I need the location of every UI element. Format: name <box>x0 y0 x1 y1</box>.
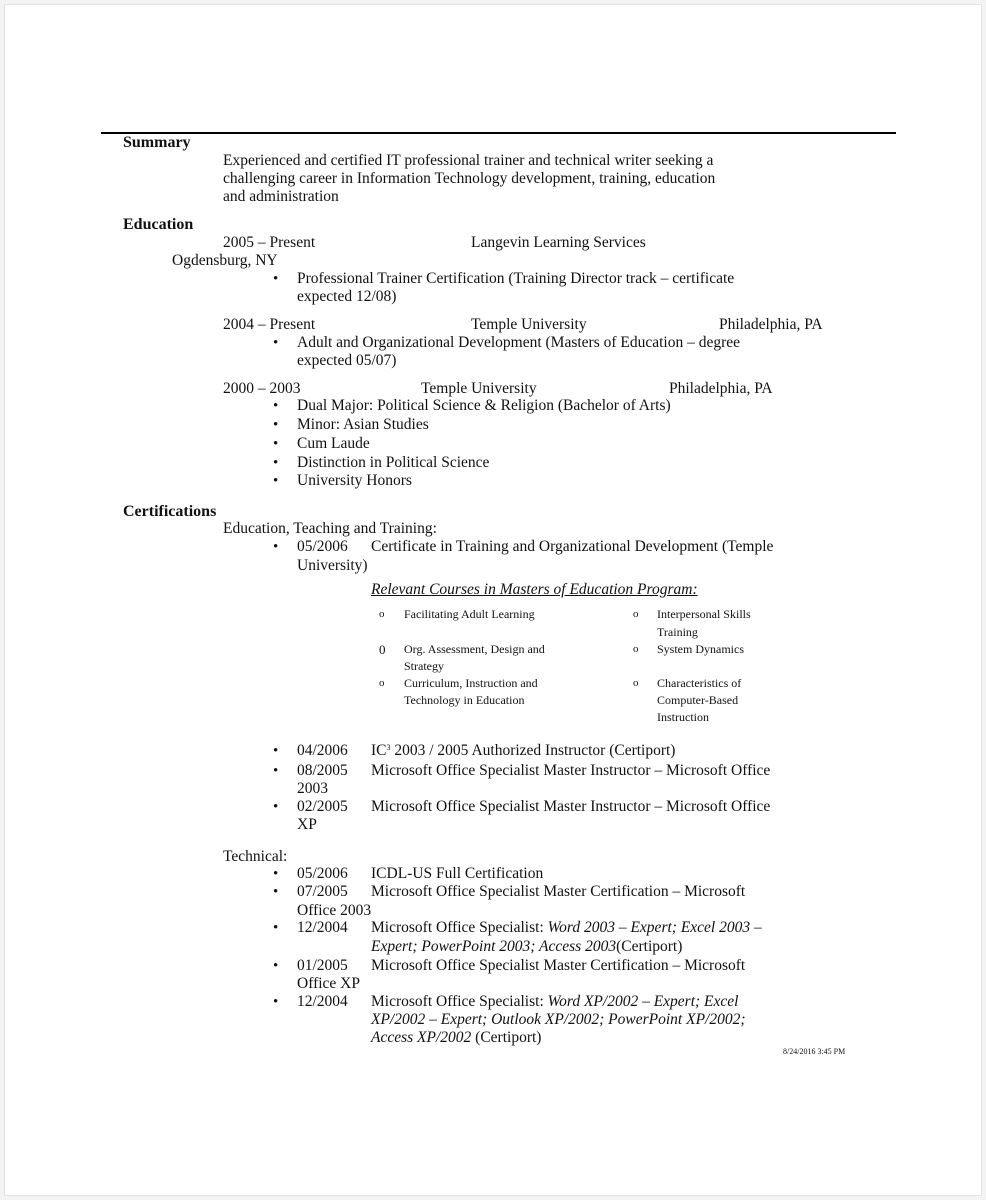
circle-bullet-icon: o <box>379 608 385 620</box>
bullet-icon: • <box>273 866 279 882</box>
course-item: Technology in Education <box>404 693 525 707</box>
bullet-icon: • <box>273 799 279 815</box>
summary-heading: Summary <box>123 134 191 151</box>
cert-date: 05/2006 <box>297 538 348 555</box>
cert-text-part: Microsoft Office Specialist: <box>371 993 548 1010</box>
cert-text-part: Access XP/2002 <box>371 1029 472 1046</box>
cert-text: 2003 <box>297 780 328 797</box>
edu-school: Langevin Learning Services <box>471 234 646 251</box>
course-item: Strategy <box>404 659 444 673</box>
cert-text <box>371 742 675 760</box>
edu-location: Ogdensburg, NY <box>172 252 278 269</box>
edu-bullet: Minor: Asian Studies <box>297 416 429 433</box>
header-rule <box>101 132 896 134</box>
summary-line: Experienced and certified IT professional trainer and technical writer seeking a <box>223 152 714 169</box>
course-item: System Dynamics <box>657 642 744 656</box>
cert-text: ICDL-US Full Certification <box>371 865 544 882</box>
cert-date: 12/2004 <box>297 993 348 1010</box>
bullet-icon: • <box>273 335 279 351</box>
cert-date: 01/2005 <box>297 957 348 974</box>
cert-text-part: 2003 / 2005 Authorized Instructor (Certiport) <box>390 742 676 759</box>
cert-text: Microsoft Office Specialist Master Certification – Microsoft <box>371 957 746 974</box>
edu-school: Temple University <box>471 316 587 333</box>
cert-text-part: Expert; PowerPoint 2003; Access 2003 <box>371 938 617 955</box>
cert-text-part: IC <box>371 742 387 759</box>
edu-bullet: Adult and Organizational Development (Masters of Education – degree <box>297 334 741 351</box>
bullet-icon: • <box>273 763 279 779</box>
bullet-icon: • <box>273 958 279 974</box>
edu-bullet: Professional Trainer Certification (Training Director track – certificate <box>297 270 735 287</box>
edu-dates: 2000 – 2003 <box>223 380 301 397</box>
bullet-icon: • <box>273 473 279 489</box>
cert-text <box>371 938 682 956</box>
cert-text <box>371 1029 541 1047</box>
cert-text-part: Word 2003 – Expert; Excel 2003 – <box>547 919 762 936</box>
edu-dates: 2005 – Present <box>223 234 316 251</box>
bullet-icon: • <box>273 994 279 1010</box>
bullet-icon: • <box>273 743 279 759</box>
cert-date: 05/2006 <box>297 865 348 882</box>
cert-text-part: Word XP/2002 – Expert; Excel <box>547 993 739 1010</box>
bullet-icon: • <box>273 884 279 900</box>
edu-bullet: Cum Laude <box>297 435 370 452</box>
circle-bullet-icon: o <box>633 608 639 620</box>
edu-bullet: Distinction in Political Science <box>297 454 490 471</box>
circle-bullet-icon: 0 <box>379 642 386 657</box>
edu-school: Temple University <box>421 380 537 397</box>
course-item: Characteristics of <box>657 676 742 690</box>
bullet-icon: • <box>273 436 279 452</box>
bullet-icon: • <box>273 271 279 287</box>
education-heading: Education <box>123 216 194 233</box>
cert-date: 04/2006 <box>297 742 348 759</box>
courses-title: Relevant Courses in Masters of Education Program: <box>371 581 698 598</box>
course-item: Curriculum, Instruction and <box>404 676 538 690</box>
circle-bullet-icon: o <box>379 677 385 689</box>
cert-text: University) <box>297 557 368 574</box>
cert-text: Microsoft Office Specialist Master Certification – Microsoft <box>371 883 746 900</box>
course-item: Facilitating Adult Learning <box>404 607 535 621</box>
cert-date: 02/2005 <box>297 798 348 815</box>
cert-text <box>371 919 762 937</box>
cert-date: 08/2005 <box>297 762 348 779</box>
edu-bullet: University Honors <box>297 472 412 489</box>
cert-group-label: Technical: <box>223 848 288 865</box>
cert-text: Office XP <box>297 975 360 992</box>
summary-line: challenging career in Information Technology development, training, education <box>223 170 716 187</box>
bullet-icon: • <box>273 455 279 471</box>
cert-text: Microsoft Office Specialist Master Instructor – Microsoft Office <box>371 798 771 815</box>
footer-timestamp: 8/24/2016 3:45 PM <box>783 1047 846 1056</box>
course-item: Instruction <box>657 710 709 724</box>
course-item: Training <box>657 625 698 639</box>
course-item: Org. Assessment, Design and <box>404 642 545 656</box>
edu-bullet: expected 12/08) <box>297 288 397 305</box>
cert-date: 12/2004 <box>297 919 348 936</box>
cert-date: 07/2005 <box>297 883 348 900</box>
circle-bullet-icon: o <box>633 677 639 689</box>
bullet-icon: • <box>273 539 279 555</box>
edu-location: Philadelphia, PA <box>719 316 823 333</box>
edu-dates: 2004 – Present <box>223 316 316 333</box>
certifications-heading: Certifications <box>123 503 217 520</box>
cert-text: XP/2002 – Expert; Outlook XP/2002; PowerPoint XP/2002; <box>371 1011 746 1028</box>
bullet-icon: • <box>273 398 279 414</box>
edu-location: Philadelphia, PA <box>669 380 773 397</box>
course-item: Computer-Based <box>657 693 739 707</box>
cert-text: Microsoft Office Specialist Master Instructor – Microsoft Office <box>371 762 771 779</box>
cert-text-part: (Certiport) <box>616 938 683 955</box>
cert-text <box>371 993 738 1011</box>
cert-text: Certificate in Training and Organizational Development (Temple <box>371 538 774 555</box>
cert-text: Office 2003 <box>297 902 372 919</box>
superscript: 3 <box>386 743 391 752</box>
cert-text-part: Microsoft Office Specialist: <box>371 919 548 936</box>
bullet-icon: • <box>273 920 279 936</box>
summary-line: and administration <box>223 188 339 205</box>
edu-bullet: expected 05/07) <box>297 352 397 369</box>
cert-group-label: Education, Teaching and Training: <box>223 520 437 537</box>
circle-bullet-icon: o <box>633 643 639 655</box>
bullet-icon: • <box>273 417 279 433</box>
cert-text: XP <box>297 816 317 833</box>
cert-text-part: (Certiport) <box>471 1029 542 1046</box>
edu-bullet: Dual Major: Political Science & Religion (Bachelor of Arts) <box>297 397 671 414</box>
course-item: Interpersonal Skills <box>657 607 751 621</box>
resume-page <box>4 4 982 1196</box>
